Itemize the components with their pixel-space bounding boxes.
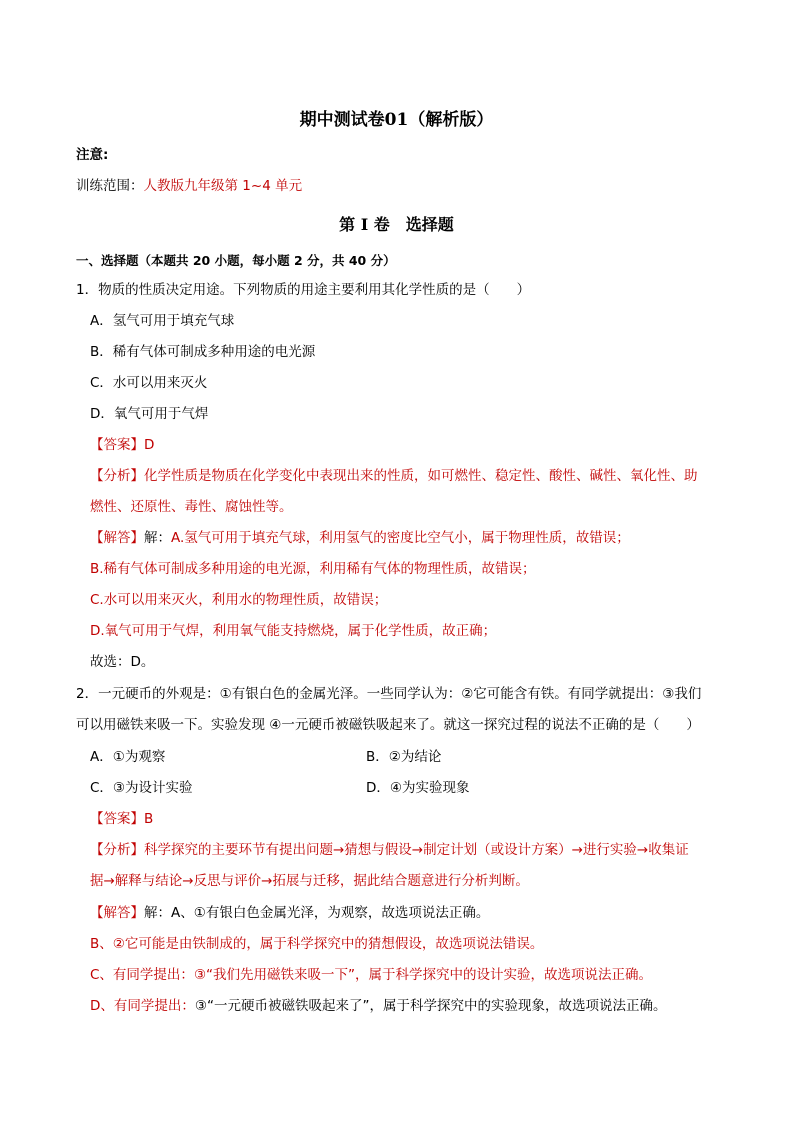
q2-answer <box>90 810 153 828</box>
q2-solution-line3-text: ③“我们先用磁铁来吸一下”，属于科学探究中的设计实验，故选项说法正确。 <box>193 967 653 983</box>
q1-answer <box>90 436 154 454</box>
q2-solution-text1: A、①有银白色金属光泽，为观察，故选项说法正确。 <box>171 905 490 921</box>
q2-analysis-line1 <box>90 841 689 859</box>
q2-option-c: C．③为设计实验 <box>90 780 193 796</box>
q2-solution-line4 <box>90 997 667 1015</box>
q2-solution-line2: B、②它可能是由铁制成的，属于科学探究中的猜想假设，故选项说法错误。 <box>90 936 544 952</box>
training-range <box>76 177 302 195</box>
q1-answer-value: D <box>144 437 155 453</box>
q2-answer-value: B <box>144 811 154 827</box>
q2-solution-line3 <box>90 966 652 984</box>
q1-solution-tag: 【解答】 <box>90 530 144 546</box>
q1-solution-line4: D.氧气可用于气焊，利用氧气能支持燃烧，属于化学性质，故正确； <box>90 623 497 639</box>
q2-stem-line1: 2．一元硬币的外观是：①有银白色的金属光泽。一些同学认为：②它可能含有铁。有同学就提出：③我们 <box>76 686 702 702</box>
q1-option-a: A．氢气可用于填充气球 <box>90 313 235 329</box>
q1-solution-line1 <box>90 529 630 547</box>
q1-stem: 1．物质的性质决定用途。下列物质的用途主要利用其化学性质的是（ ） <box>76 282 531 298</box>
q2-solution-line4-text: ③“一元硬币被磁铁吸起来了”，属于科学探究中的实验现象，故选项说法正确。 <box>194 998 667 1014</box>
q2-analysis-text1: 科学探究的主要环节有提出问题→猜想与假设→制定计划（或设计方案）→进行实验→收集证 <box>144 842 689 858</box>
page-title: 期中测试卷01（解析版） <box>299 110 494 130</box>
q1-option-d: D．氧气可用于气焊 <box>90 406 209 422</box>
q2-solution-tag: 【解答】 <box>90 905 144 921</box>
q1-option-b: B．稀有气体可制成多种用途的电光源 <box>90 344 316 360</box>
q1-analysis-text1: 化学性质是物质在化学变化中表现出来的性质，如可燃性、稳定性、酸性、碱性、氧化性、助 <box>144 468 698 484</box>
q2-option-b: B．②为结论 <box>366 749 442 765</box>
q2-solution-line3-lead: C、有同学提出： <box>90 967 194 983</box>
q2-solution-line4-lead: D、有同学提出： <box>90 998 195 1014</box>
q2-solution-line1 <box>90 904 489 922</box>
q1-answer-tag: 【答案】 <box>90 437 144 453</box>
section-heading: 一、选择题（本题共 20 小题，每小题 2 分，共 40 分） <box>76 253 396 268</box>
q1-analysis-line1 <box>90 467 698 485</box>
q1-choose: 故选：D。 <box>90 654 155 670</box>
q2-analysis-line2: 据→解释与结论→反思与评价→拓展与迁移，据此结合题意进行分析判断。 <box>90 873 529 889</box>
q2-option-d: D．④为实验现象 <box>366 780 470 796</box>
q1-analysis-line2: 燃性、还原性、毒性、腐蚀性等。 <box>90 499 293 515</box>
q2-stem-line2: 可以用磁铁来吸一下。实验发现 ④一元硬币被磁铁吸起来了。就这一探究过程的说法不正确的是（ ） <box>76 717 700 733</box>
q1-solution-line2: B.稀有气体可制成多种用途的电光源，利用稀有气体的物理性质，故错误； <box>90 561 536 577</box>
q1-analysis-tag: 【分析】 <box>90 468 144 484</box>
q1-solution-line3: C.水可以用来灭火，利用水的物理性质，故错误； <box>90 592 388 608</box>
range-value: 人教版九年级第 1~4 单元 <box>143 178 303 194</box>
q2-option-a: A．①为观察 <box>90 749 166 765</box>
q2-answer-tag: 【答案】 <box>90 811 144 827</box>
q1-option-c: C．水可以用来灭火 <box>90 375 208 391</box>
q1-solution-lead: 解： <box>144 530 171 546</box>
note-label: 注意: <box>76 147 109 163</box>
part-title: 第 I 卷 选择题 <box>339 215 454 234</box>
q2-analysis-tag: 【分析】 <box>90 842 144 858</box>
q2-solution-lead: 解： <box>144 905 171 921</box>
range-label: 训练范围： <box>76 178 144 194</box>
q1-solution-text1: A.氢气可用于填充气球，利用氢气的密度比空气小，属于物理性质，故错误； <box>171 530 630 546</box>
